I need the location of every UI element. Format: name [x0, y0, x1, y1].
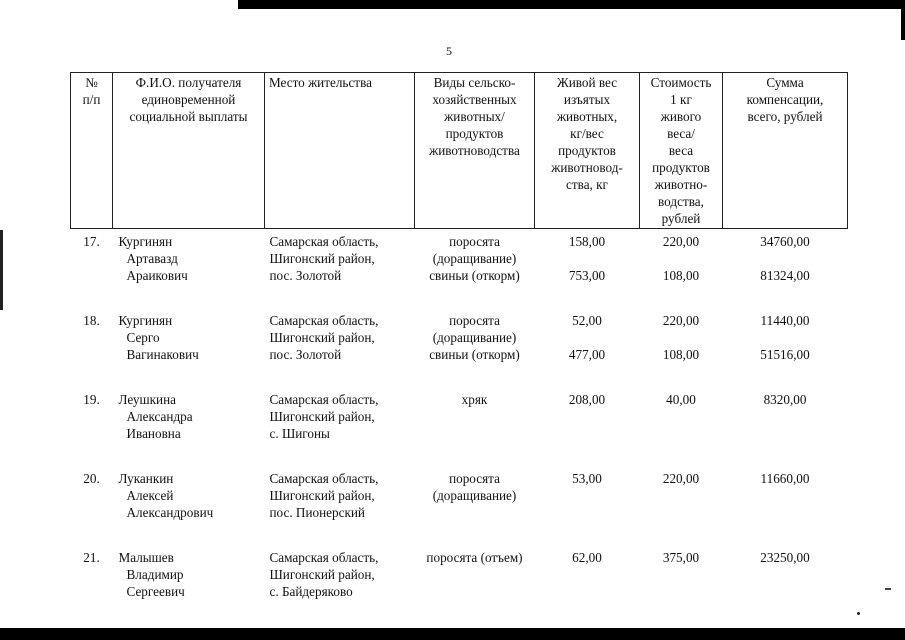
name-line: Малышев: [118, 550, 174, 565]
weight-line: [538, 504, 637, 521]
animals-line: поросята (отъем): [426, 550, 523, 565]
scan-left-edge: [0, 230, 3, 310]
cell-address: [265, 543, 415, 622]
total-line: [726, 504, 845, 521]
cell-total: [723, 543, 848, 622]
name-line: Сергеевич: [126, 584, 185, 599]
animals-line: свиньи (откорм): [429, 268, 520, 283]
total-line: [726, 487, 845, 504]
total-line: 8320,00: [763, 392, 807, 407]
animals-line: (доращивание): [432, 251, 517, 266]
weight-line: 52,00: [572, 313, 602, 328]
name-line: Ивановна: [126, 426, 181, 441]
animals-line: (доращивание): [432, 330, 517, 345]
header-line: животно-: [654, 177, 708, 192]
address-line: Самарская область,: [269, 392, 379, 407]
name-line: Луканкин: [118, 471, 174, 486]
price-line: 40,00: [666, 392, 696, 407]
cell-price: [640, 229, 723, 307]
address-line: пос. Золотой: [269, 268, 342, 283]
name-line: Серго: [126, 330, 160, 345]
total-line: [726, 566, 845, 583]
weight-line: 208,00: [568, 392, 606, 407]
header-line: водства,: [658, 194, 704, 209]
row-number: 18.: [83, 313, 100, 328]
total-line: 11440,00: [760, 313, 810, 328]
header-line: Сумма: [766, 75, 804, 90]
animals-line: хряк: [461, 392, 488, 407]
name-line: Кургинян: [118, 234, 173, 249]
table-body: [71, 229, 848, 623]
weight-line: 477,00: [568, 347, 606, 362]
page-number: 5: [446, 44, 452, 58]
name-line: Леушкина: [118, 392, 177, 407]
scan-speck: [885, 588, 891, 590]
price-line: [643, 583, 720, 600]
cell-name: [113, 306, 265, 385]
header-line: Живой вес: [556, 75, 618, 90]
name-line: Александра: [126, 409, 193, 424]
cell-name: [113, 385, 265, 464]
compensation-table: [70, 72, 847, 622]
scan-speck: [857, 612, 860, 615]
price-line: [643, 425, 720, 442]
address-line: Самарская область,: [269, 313, 379, 328]
total-line: 23250,00: [760, 550, 810, 565]
weight-line: [538, 329, 637, 346]
cell-animals: [415, 229, 535, 307]
total-line: [726, 329, 845, 346]
header-line: веса: [668, 143, 694, 158]
header-line: продуктов: [445, 126, 504, 141]
table-row: [71, 306, 848, 385]
cell-weight: [535, 385, 640, 464]
name-line: Алексей: [126, 488, 174, 503]
header-num: [71, 73, 113, 229]
cell-animals: [415, 385, 535, 464]
cell-price: [640, 464, 723, 543]
header-line: №: [85, 75, 98, 90]
address-line: пос. Пионерский: [269, 505, 365, 520]
header-name: [113, 73, 265, 229]
address-line: Самарская область,: [269, 234, 379, 249]
price-line: 220,00: [662, 471, 700, 486]
cell-animals: [415, 543, 535, 622]
header-line: социальной выплаты: [129, 109, 248, 124]
header-line: п/п: [82, 92, 101, 107]
header-line: Стоимость: [650, 75, 712, 90]
header-line: рублей: [661, 211, 701, 226]
total-line: 51516,00: [760, 347, 810, 362]
cell-weight: [535, 543, 640, 622]
table-row: [71, 229, 848, 307]
cell-total: [723, 306, 848, 385]
scan-top-border: [238, 0, 905, 9]
cell-name: [113, 464, 265, 543]
cell-weight: [535, 229, 640, 307]
animals-line: поросята: [449, 234, 500, 249]
header-weight: [535, 73, 640, 229]
header-line: живого: [660, 109, 702, 124]
weight-line: 158,00: [568, 234, 606, 249]
header-line: животных/: [444, 109, 505, 124]
cell-animals: [415, 464, 535, 543]
cell-total: [723, 464, 848, 543]
total-line: 34760,00: [760, 234, 810, 249]
address-line: Самарская область,: [269, 550, 379, 565]
cell-name: [113, 229, 265, 307]
price-line: [643, 250, 720, 267]
animals-line: (доращивание): [432, 488, 517, 503]
weight-line: 753,00: [568, 268, 606, 283]
total-line: [726, 425, 845, 442]
table-header-row: [71, 73, 848, 229]
address-line: Шигонский район,: [269, 488, 375, 503]
header-line: хозяйственных: [432, 92, 517, 107]
header-line: животноводства: [429, 143, 520, 158]
cell-animals: [415, 306, 535, 385]
total-line: 81324,00: [760, 268, 810, 283]
address-line: пос. Золотой: [269, 347, 342, 362]
header-line: Ф.И.О. получателя: [135, 75, 242, 90]
price-line: 108,00: [662, 347, 700, 362]
animals-line: поросята: [449, 471, 500, 486]
header-address: [265, 73, 415, 229]
address-line: с. Шигоны: [269, 426, 330, 441]
cell-weight: [535, 464, 640, 543]
cell-total: [723, 229, 848, 307]
cell-total: [723, 385, 848, 464]
header-line: продуктов: [558, 143, 616, 158]
total-line: 11660,00: [760, 471, 810, 486]
header-line: кг/вес: [570, 126, 604, 141]
animals-line: [418, 425, 532, 442]
header-line: Виды сельско-: [433, 75, 516, 90]
name-line: Араикович: [126, 268, 188, 283]
price-line: 375,00: [662, 550, 700, 565]
header-line: животновод-: [551, 160, 623, 175]
address-line: Самарская область,: [269, 471, 379, 486]
header-line: единовременной: [141, 92, 236, 107]
address-line: Шигонский район,: [269, 251, 375, 266]
cell-weight: [535, 306, 640, 385]
scan-bottom-border: [0, 628, 905, 640]
address-line: Шигонский район,: [269, 409, 375, 424]
row-number: 17.: [83, 234, 100, 249]
price-line: [643, 329, 720, 346]
cell-address: [265, 385, 415, 464]
cell-price: [640, 543, 723, 622]
name-line: Владимир: [126, 567, 184, 582]
address-line: Шигонский район,: [269, 567, 375, 582]
name-line: Кургинян: [118, 313, 173, 328]
weight-line: [538, 487, 637, 504]
cell-address: [265, 306, 415, 385]
header-line: веса/: [667, 126, 695, 141]
price-line: 220,00: [662, 234, 700, 249]
price-line: [643, 504, 720, 521]
scan-right-edge: [901, 0, 905, 40]
header-line: изъятых: [563, 92, 611, 107]
row-number: 20.: [83, 471, 100, 486]
header-line: 1 кг: [670, 92, 692, 107]
animals-line: [418, 583, 532, 600]
weight-line: [538, 250, 637, 267]
price-line: [643, 487, 720, 504]
cell-price: [640, 385, 723, 464]
cell-price: [640, 306, 723, 385]
total-line: [726, 250, 845, 267]
weight-line: [538, 583, 637, 600]
header-line: Место жительства: [269, 75, 372, 90]
animals-line: [418, 408, 532, 425]
cell-name: [113, 543, 265, 622]
row-number: 19.: [83, 392, 100, 407]
table-row: [71, 543, 848, 622]
weight-line: 62,00: [572, 550, 602, 565]
animals-line: поросята: [449, 313, 500, 328]
header-line: продуктов: [652, 160, 710, 175]
animals-line: свиньи (откорм): [429, 347, 520, 362]
price-line: [643, 566, 720, 583]
animals-line: [418, 504, 532, 521]
header-line: компенсации,: [746, 92, 824, 107]
cell-address: [265, 229, 415, 307]
row-number: 21.: [83, 550, 100, 565]
weight-line: [538, 566, 637, 583]
header-line: всего, рублей: [747, 109, 823, 124]
header-line: ства, кг: [566, 177, 608, 192]
total-line: [726, 408, 845, 425]
weight-line: 53,00: [572, 471, 602, 486]
price-line: [643, 408, 720, 425]
address-line: Шигонский район,: [269, 330, 375, 345]
price-line: 220,00: [662, 313, 700, 328]
total-line: [726, 583, 845, 600]
name-line: Александрович: [126, 505, 214, 520]
header-price: [640, 73, 723, 229]
header-line: животных,: [556, 109, 618, 124]
name-line: Артавазд: [126, 251, 178, 266]
weight-line: [538, 408, 637, 425]
header-total: [723, 73, 848, 229]
price-line: 108,00: [662, 268, 700, 283]
address-line: с. Байдеряково: [269, 584, 353, 599]
name-line: Вагинакович: [126, 347, 199, 362]
table-row: [71, 464, 848, 543]
weight-line: [538, 425, 637, 442]
animals-line: [418, 566, 532, 583]
cell-address: [265, 464, 415, 543]
table-row: [71, 385, 848, 464]
header-animals: [415, 73, 535, 229]
